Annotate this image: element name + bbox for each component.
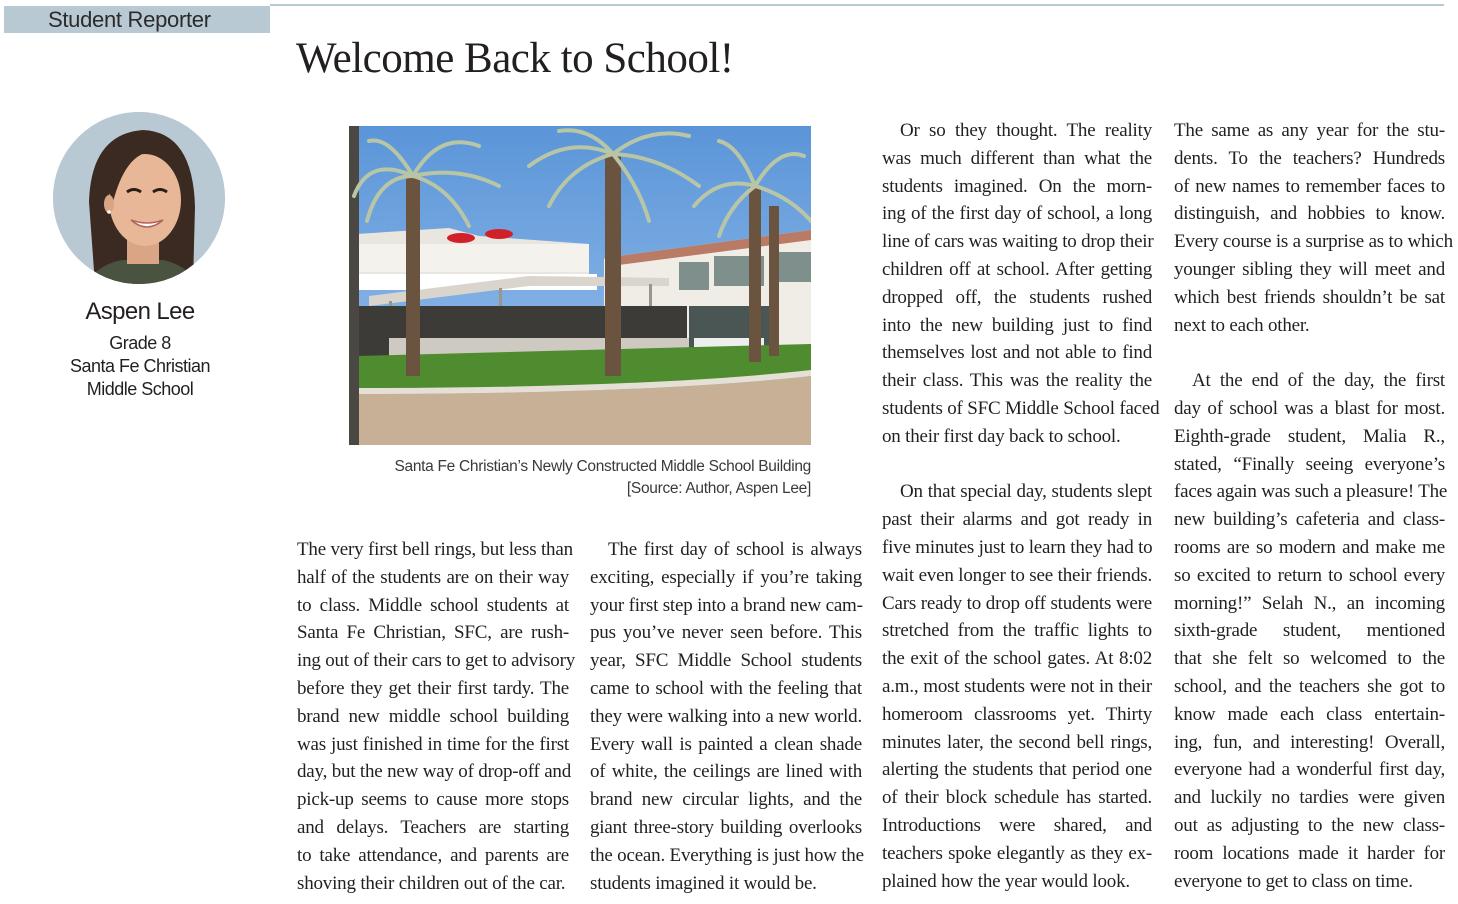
article-line: that she felt so welcomed to the bbox=[1174, 648, 1445, 670]
article-line: past their alarms and got ready in bbox=[882, 509, 1152, 531]
article-line: faces again was such a pleasure! The bbox=[1174, 481, 1448, 503]
article-line: a.m., most students were not in their bbox=[882, 675, 1152, 697]
article-line: everyone had a wonderful first day, bbox=[1174, 759, 1445, 781]
article-line: brand new middle school building bbox=[297, 705, 569, 727]
article-line: your first step into a brand new cam- bbox=[590, 594, 863, 616]
article-line: pus you’ve never seen before. This bbox=[590, 622, 862, 644]
article-line: five minutes just to learn they had to bbox=[882, 536, 1153, 558]
author-grade: Grade 8 bbox=[109, 333, 171, 353]
article-line: ing of the first day of school, a long bbox=[882, 203, 1152, 225]
article-column-1 bbox=[297, 536, 575, 897]
article-line: shoving their children out of the car. bbox=[297, 872, 566, 894]
article-paragraph bbox=[882, 478, 1152, 895]
article-line: and delays. Teachers are starting bbox=[297, 816, 569, 838]
article-line: came to school with the feeling that bbox=[590, 677, 862, 699]
article-line: ing, fun, and interesting! Overall, bbox=[1174, 731, 1445, 753]
article-line: they were walking into a new world. bbox=[590, 705, 862, 727]
author-school-line1: Santa Fe Christian bbox=[69, 356, 211, 376]
article-line: homeroom classrooms yet. Thirty bbox=[882, 703, 1152, 725]
article-line: of white, the ceilings are lined with bbox=[590, 761, 862, 783]
article-line: teachers spoke elegantly as they ex- bbox=[882, 842, 1152, 864]
article-line: was much different than what the bbox=[882, 147, 1152, 169]
article-line: minutes later, the second bell rings, bbox=[882, 731, 1152, 753]
article-line: Every course is a surprise as to which bbox=[1174, 231, 1453, 253]
article-column-3 bbox=[882, 117, 1160, 895]
article-line: of their block schedule has started. bbox=[882, 787, 1152, 809]
article-line: of new names to remember faces to bbox=[1174, 175, 1445, 197]
photo-caption-title: Santa Fe Christian’s Newly Constructed Middle School Building bbox=[394, 458, 811, 475]
article-line: The very first bell rings, but less than bbox=[297, 539, 573, 560]
article-line: dropped off, the students rushed bbox=[882, 286, 1152, 308]
author-school-line2: Middle School bbox=[86, 379, 194, 399]
article-line: distinguish, and hobbies to know. bbox=[1174, 203, 1445, 225]
headline: Welcome Back to School! bbox=[296, 35, 734, 82]
article-paragraph bbox=[882, 117, 1160, 451]
article-paragraph bbox=[1174, 117, 1453, 339]
article-line: Introductions were shared, and bbox=[882, 814, 1152, 836]
article-line: students of SFC Middle School faced bbox=[882, 397, 1160, 419]
article-paragraph bbox=[590, 536, 862, 897]
article-paragraph bbox=[297, 536, 575, 897]
article-line: themselves lost and not able to find bbox=[882, 342, 1152, 364]
article-line: stretched from the traffic lights to bbox=[882, 620, 1152, 642]
article-line: into the new building just to find bbox=[882, 314, 1152, 336]
article-line: to take attendance, and parents are bbox=[297, 844, 569, 866]
article-line: Eighth-grade student, Malia R., bbox=[1174, 425, 1445, 447]
article-line: Every wall is painted a clean shade bbox=[590, 733, 862, 755]
article-line: Cars ready to drop off students were bbox=[882, 592, 1152, 614]
article-line: students imagined. On the morn- bbox=[882, 175, 1152, 197]
author-name: Aspen Lee bbox=[85, 298, 195, 325]
article-line: on their first day back to school. bbox=[882, 425, 1121, 447]
article-paragraph bbox=[1174, 367, 1448, 895]
article-line: the ocean. Everything is just how the bbox=[590, 844, 864, 866]
author-photo bbox=[53, 112, 225, 284]
photo-caption-source: [Source: Author, Aspen Lee] bbox=[626, 480, 811, 497]
article-line: morning!” Selah N., an incoming bbox=[1174, 592, 1445, 614]
article-line: year, SFC Middle School students bbox=[590, 650, 862, 672]
article-line: everyone to get to class on time. bbox=[1174, 870, 1413, 892]
article-line: stated, “Finally seeing everyone’s bbox=[1174, 453, 1445, 475]
article-line: line of cars was waiting to drop their bbox=[882, 231, 1154, 253]
photo-caption bbox=[340, 456, 811, 500]
paragraph-gap bbox=[1174, 339, 1445, 367]
article-line: Or so they thought. The reality bbox=[900, 120, 1152, 141]
article-line: room locations made it harder for bbox=[1174, 842, 1445, 864]
article-line: sixth-grade student, mentioned bbox=[1174, 620, 1445, 642]
article-line: new building’s cafeteria and class- bbox=[1174, 509, 1445, 531]
article-line: wait even longer to see their friends. bbox=[882, 564, 1152, 586]
article-line: alerting the students that period one bbox=[882, 759, 1152, 781]
article-line: day of school was a blast for most. bbox=[1174, 397, 1445, 419]
article-line: giant three-story building overlooks bbox=[590, 816, 862, 838]
article-line: their class. This was the reality the bbox=[882, 370, 1152, 392]
school-building-illustration bbox=[349, 126, 811, 445]
article-line: which best friends shouldn’t be sat bbox=[1174, 286, 1445, 308]
article-line: next to each other. bbox=[1174, 314, 1310, 336]
article-line: half of the students are on their way bbox=[297, 566, 569, 588]
article-line: before they get their first tardy. The bbox=[297, 677, 569, 699]
article-line: know made each class entertain- bbox=[1174, 703, 1445, 725]
article-line: school, and the teachers she got to bbox=[1174, 675, 1445, 697]
section-label: Student Reporter bbox=[4, 6, 270, 33]
article-column-2 bbox=[590, 536, 862, 897]
article-line: Santa Fe Christian, SFC, are rush- bbox=[297, 622, 569, 644]
article-line: The first day of school is always bbox=[608, 539, 862, 560]
article-line: plained how the year would look. bbox=[882, 870, 1130, 892]
article-line: pick-up seems to cause more stops bbox=[297, 789, 569, 811]
article-line: dents. To the teachers? Hundreds bbox=[1174, 147, 1445, 169]
author-info bbox=[40, 298, 240, 401]
article-line: was just finished in time for the first bbox=[297, 733, 569, 755]
article-line: rooms are so modern and make me bbox=[1174, 536, 1445, 558]
article-column-4 bbox=[1174, 117, 1453, 895]
article-line: to class. Middle school students at bbox=[297, 594, 569, 616]
article-line: On that special day, students slept bbox=[900, 481, 1152, 503]
top-rule-divider bbox=[270, 4, 1444, 6]
article-line: day, but the new way of drop-off and bbox=[297, 761, 572, 783]
article-line: out as adjusting to the new class- bbox=[1174, 814, 1445, 836]
article-line: younger sibling they will meet and bbox=[1174, 258, 1445, 280]
author-portrait-illustration bbox=[53, 112, 225, 284]
article-line: brand new circular lights, and the bbox=[590, 789, 862, 811]
article-photo bbox=[349, 126, 811, 445]
paragraph-gap bbox=[882, 451, 1152, 479]
article-line: students imagined it would be. bbox=[590, 872, 817, 894]
article-line: The same as any year for the stu- bbox=[1174, 120, 1445, 141]
article-line: so excited to return to school every bbox=[1174, 564, 1445, 586]
article-line: exciting, especially if you’re taking bbox=[590, 566, 862, 588]
article-line: children off at school. After getting bbox=[882, 258, 1152, 280]
article-line: the exit of the school gates. At 8:02 bbox=[882, 648, 1152, 670]
article-line: At the end of the day, the first bbox=[1192, 370, 1445, 392]
article-line: ing out of their cars to get to advisory bbox=[297, 650, 575, 672]
article-line: and luckily no tardies were given bbox=[1174, 787, 1445, 809]
